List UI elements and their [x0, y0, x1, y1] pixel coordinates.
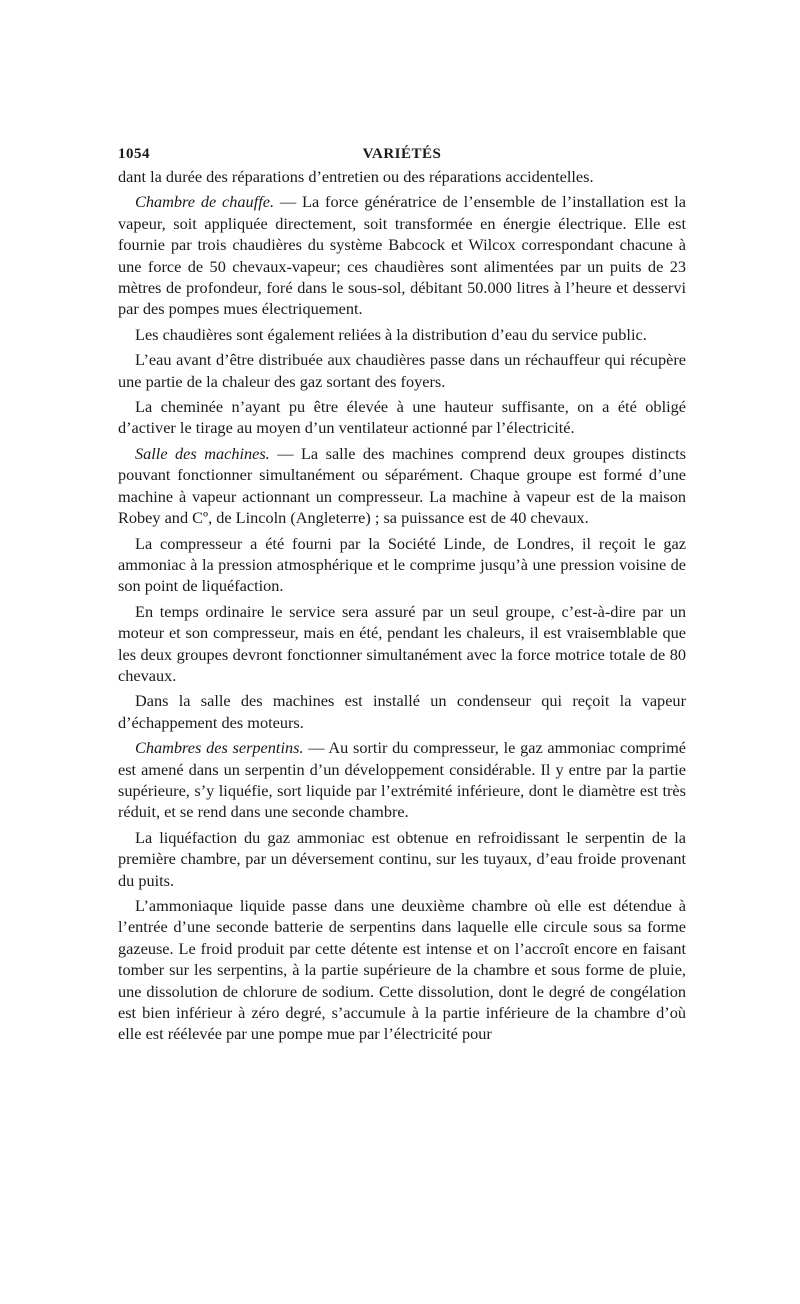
- paragraph-text: Dans la salle des machines est installé un condenseur qui reçoit la vapeur d’échappement des moteurs.: [118, 691, 686, 732]
- running-header: [118, 142, 686, 166]
- paragraph-text: — Au sortir du compresseur, le gaz ammoniac comprimé est amené dans un serpentin d’un développement considérable. Il y entre par la partie supérieure, s’y liquéfie, sort liquide par l’extrémité inférieure, dont le diamètre est très réduit, et se rend dans une seconde chambre.: [118, 738, 686, 822]
- paragraph: [118, 827, 686, 891]
- paragraph: [118, 191, 686, 319]
- paragraph: [118, 349, 686, 392]
- paragraph: [118, 396, 686, 439]
- document-page: [118, 142, 686, 1049]
- paragraph-text: La cheminée n’ayant pu être élevée à une hauteur suffisante, on a été obligé d’activer le tirage au moyen d’un ventilateur actionné par l’électricité.: [118, 397, 686, 438]
- paragraph: [118, 324, 686, 345]
- section-heading: Chambre de chauffe.: [135, 192, 275, 212]
- paragraph-text: L’ammoniaque liquide passe dans une deuxième chambre où elle est détendue à l’entrée d’une seconde batterie de serpentins dans laquelle elle circule sous sa forme gazeuse. Le froid produit par cette détente est intense et on l’accroît encore en faisant tomber sur les serpentins, à la partie supérieure de la chambre et sous forme de pluie, une dissolution de chlorure de sodium. Cette dissolution, dont le degré de congélation est bien inférieur à zéro degré, s’accumule à la partie inférieure de la chambre d’où elle est réélevée par une pompe mue par l’électricité pour: [118, 896, 686, 1044]
- paragraph: [118, 443, 686, 529]
- paragraph-text: — La force génératrice de l’ensemble de l’installation est la vapeur, soit appliquée directement, soit transformée en énergie électrique. Elle est fournie par trois chaudières du système Babcock et Wilcox correspondant chacune à une force de 50 chevaux-vapeur; ces chaudières sont alimentées par un puits de 23 mètres de profondeur, foré dans le sous-sol, débitant 50.000 litres à l’heure et desservi par des pompes mues électriquement.: [118, 192, 686, 319]
- paragraph: [118, 533, 686, 597]
- section-heading: Salle des machines.: [135, 443, 270, 463]
- paragraph-text: Les chaudières sont également reliées à la distribution d’eau du service public.: [135, 324, 647, 344]
- paragraph-text: — La salle des machines comprend deux groupes distincts pouvant fonctionner simultanément ou séparément. Chaque groupe est formé d’une machine à vapeur actionnant un compresseur. La machine à vapeur est de la maison Robey and Cº, de Lincoln (Angleterre) ; sa puissance est de 40 chevaux.: [118, 443, 686, 528]
- paragraph: [118, 166, 686, 187]
- page-number: 1054: [118, 146, 150, 162]
- paragraph-text: La compresseur a été fourni par la Société Linde, de Londres, il reçoit le gaz ammoniac à la pression atmosphérique et le comprime jusqu’à une pression voisine de son point de liquéfaction.: [118, 533, 686, 596]
- paragraph-text: En temps ordinaire le service sera assuré par un seul groupe, c’est-à-dire par un moteur et son compresseur, mais en été, pendant les chaleurs, il est vraisemblable que les deux groupes devront fonctionner simultanément avec la force motrice totale de 80 chevaux.: [118, 601, 686, 685]
- paragraph: [118, 895, 686, 1045]
- paragraph-text: La liquéfaction du gaz ammoniac est obtenue en refroidissant le serpentin de la première chambre, par un déversement continu, sur les tuyaux, d’eau froide provenant du puits.: [118, 827, 686, 890]
- paragraph: [118, 601, 686, 687]
- paragraph-text: dant la durée des réparations d’entretien ou des réparations accidentelles.: [118, 167, 594, 186]
- paragraph-text: L’eau avant d’être distribuée aux chaudières passe dans un réchauffeur qui récupère une partie de la chaleur des gaz sortant des foyers.: [118, 350, 686, 391]
- section-heading: Chambres des serpentins.: [135, 738, 304, 758]
- paragraph: [118, 737, 686, 823]
- running-title: VARIÉTÉS: [362, 146, 442, 162]
- paragraph: [118, 690, 686, 733]
